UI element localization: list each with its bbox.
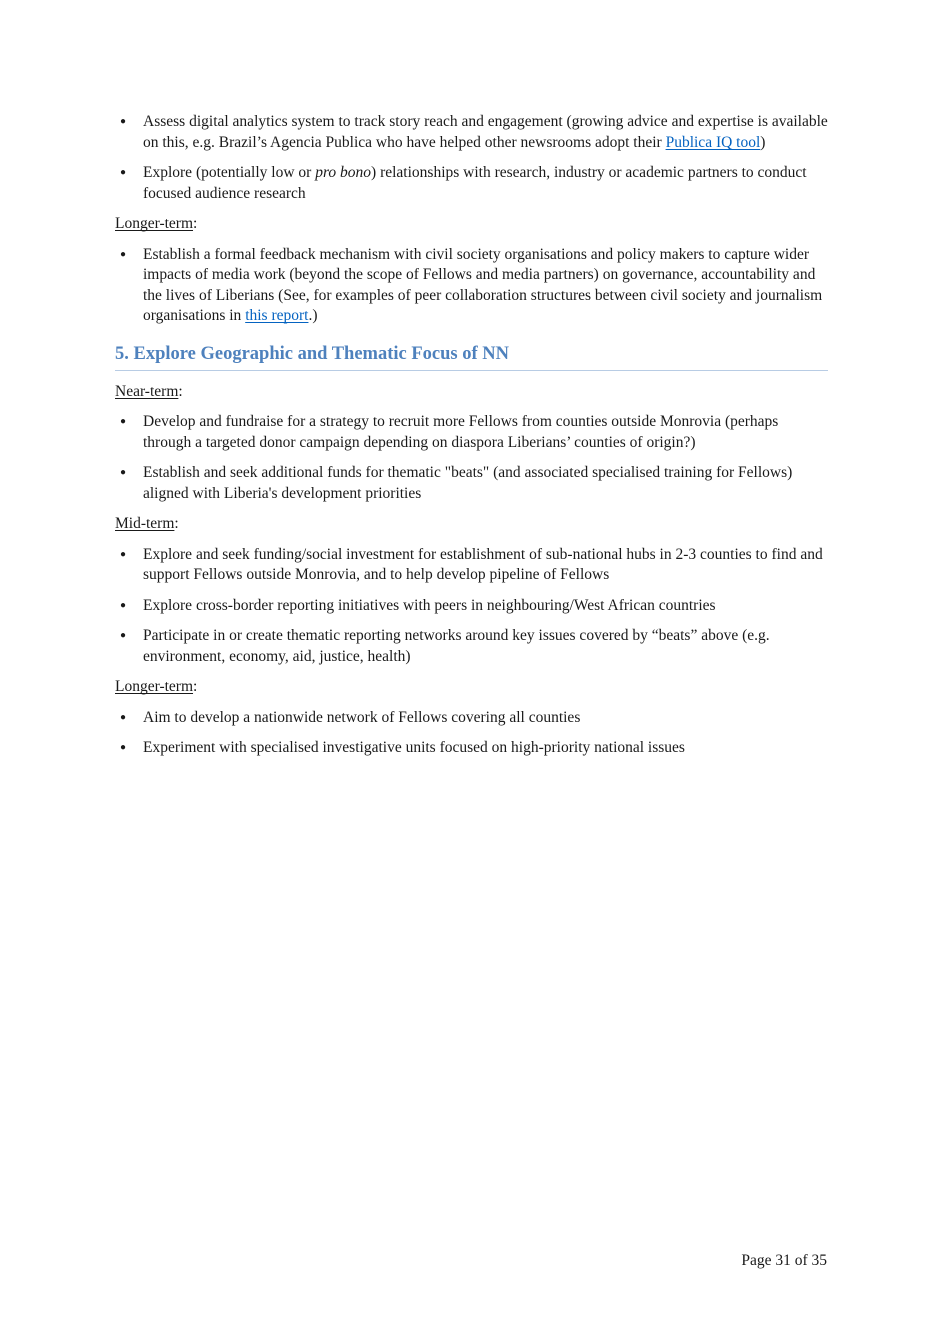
bullet-icon: ●: [120, 548, 127, 560]
bullet-icon: ●: [120, 599, 127, 611]
list-item-text: Establish and seek additional funds for thematic "beats" (and associated specialised training for Fellows) aligned with Liberia's development priorities: [143, 464, 793, 502]
list-item-text: .): [308, 307, 318, 324]
list-item: [115, 412, 828, 453]
page-number: Page 31 of 35: [741, 1252, 827, 1269]
bullet-list-mid-term: [115, 545, 828, 668]
section-heading: 5. Explore Geographic and Thematic Focus of NN: [115, 342, 828, 371]
bullet-icon: ●: [120, 467, 127, 478]
list-item: [115, 545, 828, 586]
list-item: [115, 163, 828, 204]
bullet-icon: ●: [120, 248, 127, 260]
list-item: [115, 596, 828, 617]
list-item-text: Develop and fundraise for a strategy to recruit more Fellows from counties outside Monrovia (perhaps through a targeted donor campaign depending on diaspora Liberians’ counties of origin?): [143, 413, 779, 451]
term-label-mid-term: [115, 514, 828, 535]
list-item-text: Assess digital analytics system to track story reach and engagement (growing advice and expertise is available on this, e.g. Brazil’s Agencia Publica who have helped other newsrooms adopt their: [143, 113, 828, 151]
list-item-text: Aim to develop a nationwide network of Fellows covering all counties: [143, 708, 581, 726]
list-item-text: Explore and seek funding/social investment for establishment of sub-national hubs in 2-3 counties to find and support Fellows outside Monrovia, and to help develop pipeline of Fellows: [143, 545, 823, 583]
bullet-list-longer-term: [115, 708, 828, 759]
bullet-icon: ●: [120, 630, 127, 641]
document-body: [115, 112, 828, 769]
bullet-icon: ●: [120, 711, 127, 723]
list-item-text: Participate in or create thematic reporting networks around key issues covered by “beats” above (e.g. environment, economy, aid, justice, health): [143, 627, 770, 665]
term-label-near-term: [115, 382, 828, 403]
italic-text: pro bono: [315, 164, 372, 181]
term-label-longer-term: [115, 214, 828, 235]
term-label-colon: :: [193, 678, 198, 695]
publica-iq-tool-link[interactable]: Publica IQ tool: [665, 133, 761, 151]
list-item-text: Establish a formal feedback mechanism with civil society organisations and policy makers to capture wider impacts of media work (beyond the scope of Fellows and media partners) on governance, accountability and the lives of Liberians (See, for examples of peer collaboration structures between civil society and journalism organisations in: [143, 245, 823, 324]
list-item-text: Experiment with specialised investigative units focused on high-priority national issues: [143, 739, 685, 756]
bullet-list-near-term: [115, 412, 828, 504]
list-item-text: ): [760, 133, 766, 151]
list-item: [115, 112, 828, 153]
list-item-text: ) relationships with research, industry or academic partners to conduct focused audience research: [143, 164, 807, 202]
bullet-icon: ●: [120, 167, 127, 178]
this-report-link[interactable]: this report: [245, 307, 309, 324]
term-label-text: Mid-term: [115, 515, 175, 532]
bullet-list-prior-midterm: [115, 112, 828, 204]
list-item: [115, 738, 828, 759]
term-label-text: Near-term: [115, 382, 179, 400]
bullet-icon: ●: [120, 742, 127, 753]
term-label-colon: :: [174, 515, 179, 532]
term-label-colon: :: [178, 382, 183, 400]
bullet-icon: ●: [120, 416, 127, 427]
list-item: [115, 245, 828, 327]
list-item: [115, 626, 828, 667]
list-item-text: Explore cross-border reporting initiatives with peers in neighbouring/West African countries: [143, 596, 716, 614]
term-label-colon: :: [193, 215, 198, 232]
bullet-list-prior-longterm: [115, 245, 828, 327]
bullet-icon: ●: [120, 116, 127, 127]
list-item-text: Explore (potentially low or: [143, 164, 316, 181]
list-item: [115, 463, 828, 504]
term-label-text: Longer-term: [115, 678, 194, 695]
list-item: [115, 708, 828, 729]
term-label-longer-term-2: [115, 677, 828, 698]
term-label-text: Longer-term: [115, 215, 194, 232]
